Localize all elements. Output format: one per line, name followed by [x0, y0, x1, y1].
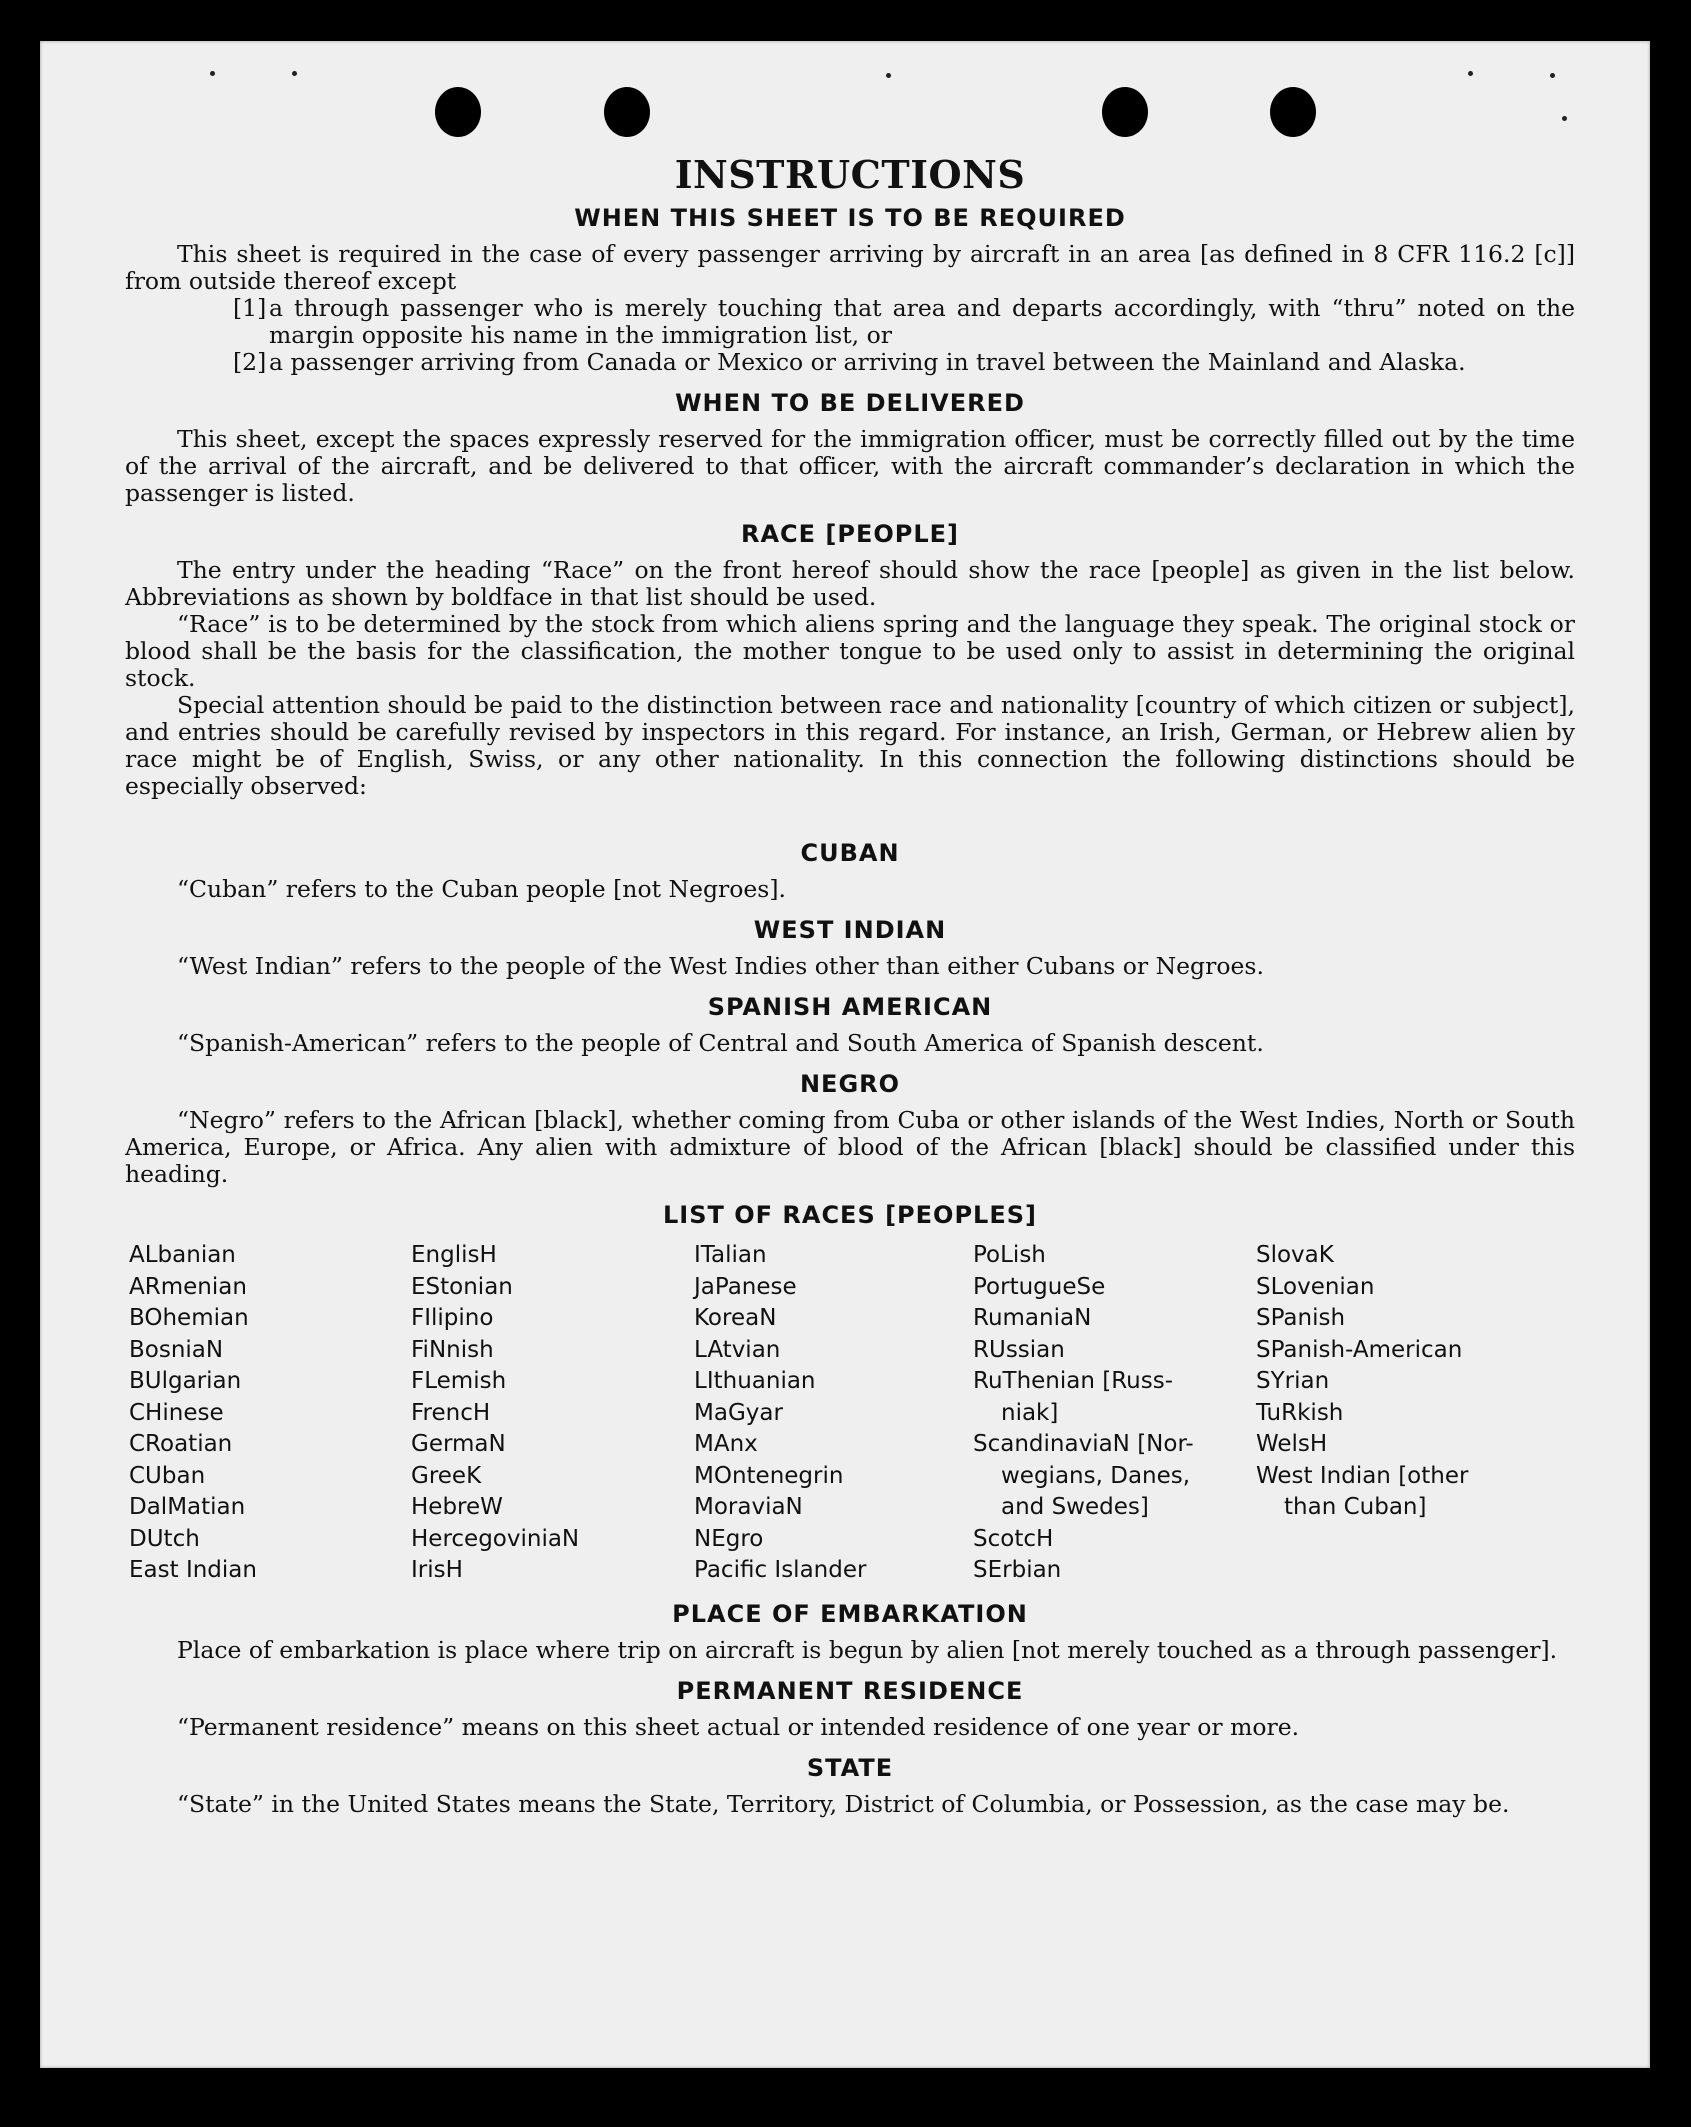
race-entry: niak]: [1001, 1399, 1059, 1426]
when-required-intro: This sheet is required in the case of every passenger arriving by aircraft in an area [as defined in 8 CFR 116.2 [c]] from outside thereof except: [125, 240, 1575, 295]
race-entry: MOntenegrin: [694, 1462, 844, 1489]
race-entry: FIlipino: [411, 1305, 494, 1331]
list-item: [233, 295, 1575, 349]
race-entry: BUlgarian: [129, 1368, 242, 1394]
race-entry: ITalian: [694, 1242, 767, 1268]
race-entry: ScotcH: [973, 1525, 1054, 1552]
race-entry: SlovaK: [1256, 1242, 1334, 1268]
race-entry: LIthuanian: [694, 1368, 816, 1394]
race-entry: ALbanian: [129, 1242, 236, 1268]
heading-place-of-embarkation: PLACE OF EMBARKATION: [672, 1599, 1028, 1628]
race-entry: JaPanese: [694, 1273, 797, 1300]
race-paragraph: Special attention should be paid to the distinction between race and nationality [country of which citizen or subject], and entries should be carefully revised by inspectors in this regard. For instance, an Irish, German, or Hebrew alien by race might be of English, Swiss, or any other nationality. In this connection the following distinctions should be especially observed:: [125, 691, 1575, 800]
speck: [292, 71, 297, 76]
race-entry: DUtch: [129, 1525, 200, 1552]
punch-hole-1: [435, 87, 481, 137]
race-entry: NEgro: [694, 1525, 764, 1552]
race-entry: FrencH: [411, 1399, 491, 1426]
race-entry: TuRkish: [1256, 1399, 1344, 1426]
races-list: [129, 1240, 1575, 1587]
item-text: a through passenger who is merely touching that area and departs accordingly, with “thru” noted on the margin opposite his name in the immigration list, or: [269, 294, 1575, 349]
item-text: a passenger arriving from Canada or Mexico or arriving in travel between the Mainland and Alaska.: [269, 348, 1466, 376]
speck: [1468, 71, 1473, 76]
race-entry: FiNnish: [411, 1336, 494, 1363]
race-entry: FLemish: [411, 1368, 507, 1394]
when-delivered-text: This sheet, except the spaces expressly reserved for the immigration officer, must be correctly filled out by the time of the arrival of the aircraft, and be delivered to that officer, with the aircraft commander’s declaration in which the passenger is listed.: [125, 425, 1575, 507]
document-page: [40, 41, 1650, 2068]
page-title: INSTRUCTIONS: [674, 152, 1026, 197]
negro-text: “Negro” refers to the African [black], whether coming from Cuba or other islands of the West Indies, North or South America, Europe, or Africa. Any alien with admixture of blood of the African [black] should be classified under this heading.: [125, 1106, 1575, 1188]
race-entry: MoraviaN: [694, 1494, 803, 1520]
race-entry: CHinese: [129, 1399, 224, 1426]
item-number: [1]: [233, 294, 267, 322]
heading-race: RACE [PEOPLE]: [740, 520, 960, 548]
state-text: “State” in the United States means the State, Territory, District of Columbia, or Possession, as the case may be.: [177, 1789, 1510, 1818]
race-entry: SPanish: [1256, 1305, 1346, 1331]
speck: [1550, 73, 1555, 78]
race-entry: SErbian: [973, 1557, 1062, 1583]
race-entry: KoreaN: [694, 1305, 777, 1331]
spanish-american-text: “Spanish-American” refers to the people of Central and South America of Spanish descent.: [177, 1029, 1264, 1057]
race-entry: MaGyar: [694, 1399, 783, 1426]
heading-negro: NEGRO: [799, 1070, 901, 1098]
heading-west-indian: WEST INDIAN: [753, 916, 947, 944]
permanent-residence-text: “Permanent residence” means on this sheet actual or intended residence of one year or more.: [177, 1712, 1300, 1741]
punch-hole-3: [1102, 87, 1148, 137]
race-entry: LAtvian: [694, 1336, 781, 1363]
speck: [1562, 116, 1567, 121]
cuban-text: “Cuban” refers to the Cuban people [not Negroes].: [177, 875, 787, 903]
race-entry: SLovenian: [1256, 1273, 1375, 1300]
list-item: [233, 349, 1575, 376]
race-entry: West Indian [other: [1256, 1462, 1469, 1489]
race-entry: than Cuban]: [1284, 1494, 1427, 1520]
speck: [210, 71, 215, 76]
instructions-content: [125, 151, 1575, 1818]
race-paragraph: The entry under the heading “Race” on the front hereof should show the race [people] as given in the list below. Abbreviations as shown by boldface in that list should be used.: [125, 556, 1575, 611]
race-entry: Pacific Islander: [694, 1557, 867, 1583]
heading-state: STATE: [806, 1753, 894, 1782]
speck: [886, 73, 891, 78]
race-entry: East Indian: [129, 1557, 257, 1583]
race-entry: HebreW: [411, 1494, 503, 1520]
heading-when-required: WHEN THIS SHEET IS TO BE REQUIRED: [574, 204, 1126, 232]
race-entry: [1256, 1555, 1546, 1587]
race-entry: [1256, 1524, 1546, 1556]
heading-list-of-races: LIST OF RACES [PEOPLES]: [663, 1201, 1037, 1229]
race-entry: EnglisH: [411, 1242, 497, 1268]
race-entry: WelsH: [1256, 1431, 1328, 1457]
race-entry: SPanish-American: [1256, 1336, 1463, 1363]
heading-spanish-american: SPANISH AMERICAN: [707, 993, 993, 1021]
race-entry: RumaniaN: [973, 1305, 1092, 1331]
race-entry: PortugueSe: [973, 1273, 1106, 1300]
race-entry: HercegoviniaN: [411, 1525, 580, 1552]
heading-permanent-residence: PERMANENT RESIDENCE: [676, 1676, 1024, 1705]
race-entry: IrisH: [411, 1557, 463, 1583]
race-entry: wegians, Danes,: [1001, 1462, 1191, 1489]
heading-cuban: CUBAN: [800, 839, 900, 867]
race-entry: GreeK: [411, 1462, 482, 1489]
punch-hole-4: [1270, 87, 1316, 137]
race-entry: GermaN: [411, 1431, 506, 1457]
race-entry: ARmenian: [129, 1273, 247, 1300]
punch-hole-2: [604, 87, 650, 137]
west-indian-text: “West Indian” refers to the people of the West Indies other than either Cubans or Negroes.: [177, 952, 1264, 980]
race-paragraph: “Race” is to be determined by the stock from which aliens spring and the language they speak. The original stock or blood shall be the basis for the classification, the mother tongue to be used only to assist in determining the original stock.: [125, 610, 1575, 692]
race-entry: SYrian: [1256, 1368, 1330, 1394]
race-entry: BOhemian: [129, 1305, 249, 1331]
race-entry: PoLish: [973, 1242, 1046, 1268]
race-entry: BosniaN: [129, 1336, 224, 1363]
race-entry: CRoatian: [129, 1431, 233, 1457]
race-entry: CUban: [129, 1462, 206, 1489]
race-entry: RuThenian [Russ-: [973, 1368, 1174, 1394]
item-number: [2]: [233, 348, 267, 376]
race-entry: EStonian: [411, 1273, 513, 1300]
race-entry: ScandinaviaN [Nor-: [973, 1431, 1194, 1457]
race-entry: DalMatian: [129, 1494, 246, 1520]
place-of-embarkation-text: Place of embarkation is place where trip on aircraft is begun by alien [not merely touched as a through passenger].: [177, 1635, 1558, 1664]
heading-when-delivered: WHEN TO BE DELIVERED: [675, 389, 1025, 417]
race-entry: and Swedes]: [1001, 1494, 1149, 1520]
race-entry: RUssian: [973, 1336, 1065, 1363]
race-entry: MAnx: [694, 1431, 758, 1457]
